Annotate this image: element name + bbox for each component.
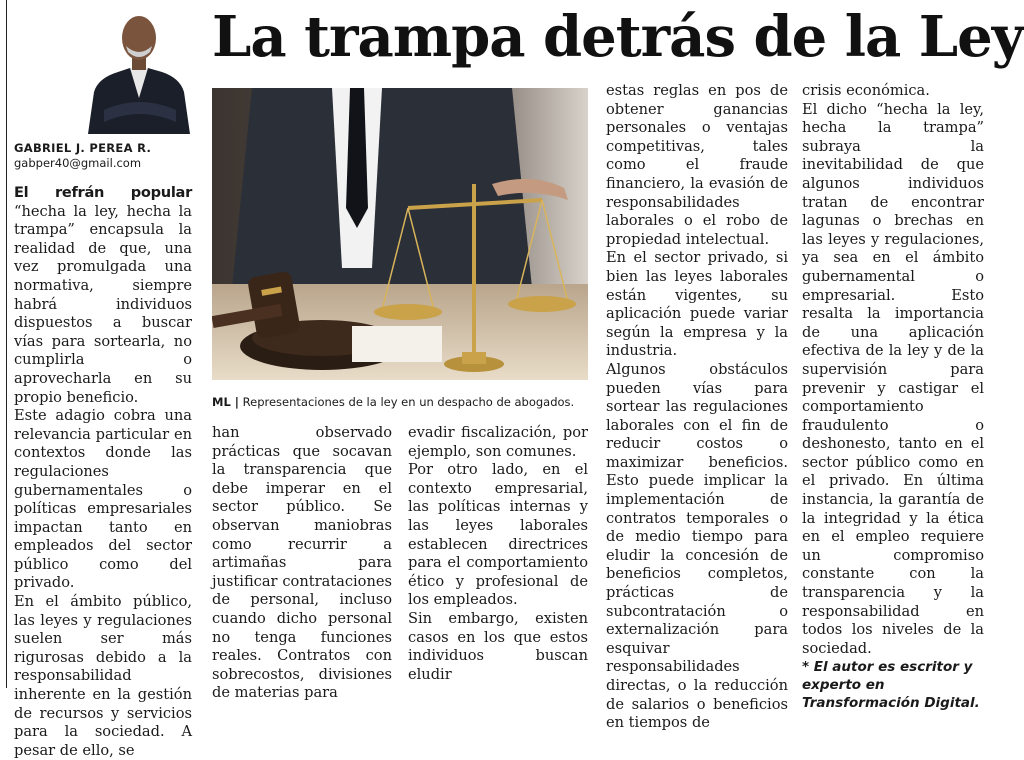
column-rule (6, 0, 7, 688)
paragraph: El refrán popular “hecha la ley, hecha la trampa” encapsula la realidad de que, una vez promulgada una normativa, siempre habrá individuos dispuestos a buscar vías para sortearla, no cumplirla o aprovecharla en su propio beneficio. (14, 184, 192, 406)
paragraph: evadir fiscalización, por ejemplo, son comunes. (408, 424, 588, 460)
paragraph: crisis económica. (802, 82, 930, 99)
paragraph: estas reglas en pos de obtener ganancias personales o ventajas competitivas, tales como el fraude financiero, la evasión de responsabilidades laborales o el robo de propiedad intelectual. (606, 82, 788, 248)
article-column-1 (14, 184, 192, 760)
author-bio: * El autor es escritor y experto en Transformación Digital. (802, 659, 980, 712)
paragraph: Algunos obstáculos pueden vías para sortear las regulaciones laborales con el fin de reducir costos o maximizar beneficios. Esto puede implicar la implementación de contratos temporales o de medio tiempo para eludir la concesión de beneficios completos, prácticas de subcontratación o externalización para esquivar responsabilidades directas, o la reducción de salarios o beneficios en tiempos de (606, 360, 788, 732)
author-name: GABRIEL J. PEREA R. (14, 141, 152, 155)
caption-tag: ML | (212, 395, 239, 409)
headline: La trampa detrás de la Ley (212, 4, 1024, 70)
paragraph: han observado prácticas que socavan la transparencia que debe imperar en el sector público. Se observan maniobras como recurrir a artimañas para justificar contrataciones de personal, incluso cuando dicho personal no tenga funciones reales. Contratos con sobrecostos, divisiones de materias para (212, 424, 392, 702)
paragraph: Sin embargo, existen casos en los que estos individuos buscan eludir (408, 609, 588, 683)
article-photo (212, 88, 588, 380)
paragraph: En el ámbito público, las leyes y regulaciones suelen ser más rigurosas debido a la responsabilidad inherente en la gestión de recursos y servicios para la sociedad. A pesar de ello, se (14, 593, 192, 759)
paragraph: Por otro lado, en el contexto empresarial, las políticas internas y las leyes laborales establecen directrices para el comportamiento ético y profesional de los empleados. (408, 461, 588, 609)
article-column-4 (606, 82, 788, 733)
paragraph: El dicho “hecha la ley, hecha la trampa” subraya la inevitabilidad de que algunos individuos tratan de encontrar lagunas o brechas en las leyes y regulaciones, ya sea en el ámbito gubernamental o empresarial. Esto resalta la importancia de una aplicación efectiva de la ley y de la supervisión para prevenir y castigar el comportamiento fraudulento o deshonesto, tanto en el sector público como en el privado. En última instancia, la garantía de la integridad y la ética en el empleo requiere un compromiso constante con la transparencia y la responsabilidad en todos los niveles de la sociedad. (802, 100, 984, 657)
article-column-3 (408, 424, 588, 684)
paragraph: En el sector privado, si bien las leyes laborales están vigentes, su aplicación puede variar según la empresa y la industria. (606, 249, 788, 360)
caption-text: Representaciones de la ley en un despacho de abogados. (238, 395, 575, 409)
lead-in: El refrán popular (14, 184, 192, 201)
article-column-2 (212, 424, 392, 703)
author-photo (84, 6, 194, 134)
article-column-5 (802, 82, 984, 712)
paragraph: Este adagio cobra una relevancia particular en contextos donde las regulaciones gubernamentales o políticas empresariales impactan tanto en empleados del sector público como del privado. (14, 407, 192, 592)
author-email: gabper40@gmail.com (14, 156, 142, 170)
photo-caption (212, 395, 588, 409)
